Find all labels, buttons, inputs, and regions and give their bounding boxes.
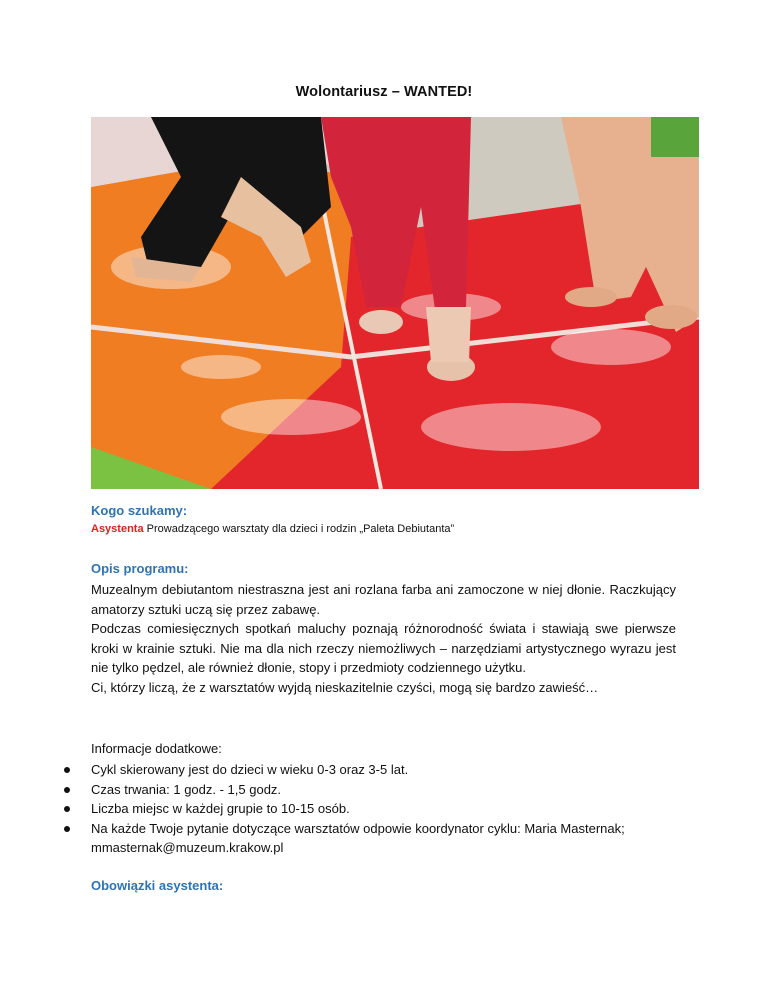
role-highlight: Asystenta	[91, 523, 144, 535]
program-description	[91, 580, 676, 697]
bullet-icon	[64, 767, 70, 773]
program-paragraph: Podczas comiesięcznych spotkań maluchy poznają różnorodność świata i stawiają swe pierwsze kroki w krainie sztuki. Nie ma dla nich rzeczy niemożliwych – narzędziami artystycznego wyrazu jest nie tylko pędzel, ale również dłonie, stopy i przedmioty codziennego użytku.	[91, 621, 676, 675]
bullet-icon	[64, 806, 70, 812]
info-heading: Informacje dodatkowe:	[91, 741, 222, 756]
children-painting-photo	[91, 117, 699, 489]
page-title: Wolontariusz – WANTED!	[295, 84, 473, 100]
list-item	[91, 799, 676, 819]
program-heading: Opis programu:	[91, 561, 189, 576]
info-list	[91, 760, 676, 858]
duties-heading: Obowiązki asystenta:	[91, 878, 224, 893]
bullet-icon	[64, 826, 70, 832]
program-paragraph: Muzealnym debiutantom niestraszna jest ani rozlana farba ani zamoczone w niej dłonie. Raczkujący amatorzy sztuki uczą się przez zabawę.	[91, 582, 676, 617]
who-heading: Kogo szukamy:	[91, 503, 188, 518]
list-item	[91, 819, 676, 858]
list-item-text: Czas trwania: 1 godz. - 1,5 godz.	[91, 781, 282, 797]
program-paragraph: Ci, którzy liczą, że z warsztatów wyjdą nieskazitelnie czyści, mogą się bardzo zawieść…	[91, 679, 599, 695]
role-rest: Prowadzącego warsztaty dla dzieci i rodzin „Paleta Debiutanta”	[143, 523, 455, 535]
list-item-text: Na każde Twoje pytanie dotyczące warsztatów odpowie koordynator cyklu: Maria Masternak; mmasternak@muzeum.krakow.pl	[91, 820, 625, 855]
list-item-text: Liczba miejsc w każdej grupie to 10-15 osób.	[91, 801, 350, 816]
bullet-icon	[64, 787, 70, 793]
who-description	[91, 523, 454, 535]
list-item-text: Cykl skierowany jest do dzieci w wieku 0-3 oraz 3-5 lat.	[91, 762, 409, 777]
list-item	[91, 780, 676, 800]
list-item	[91, 760, 676, 780]
